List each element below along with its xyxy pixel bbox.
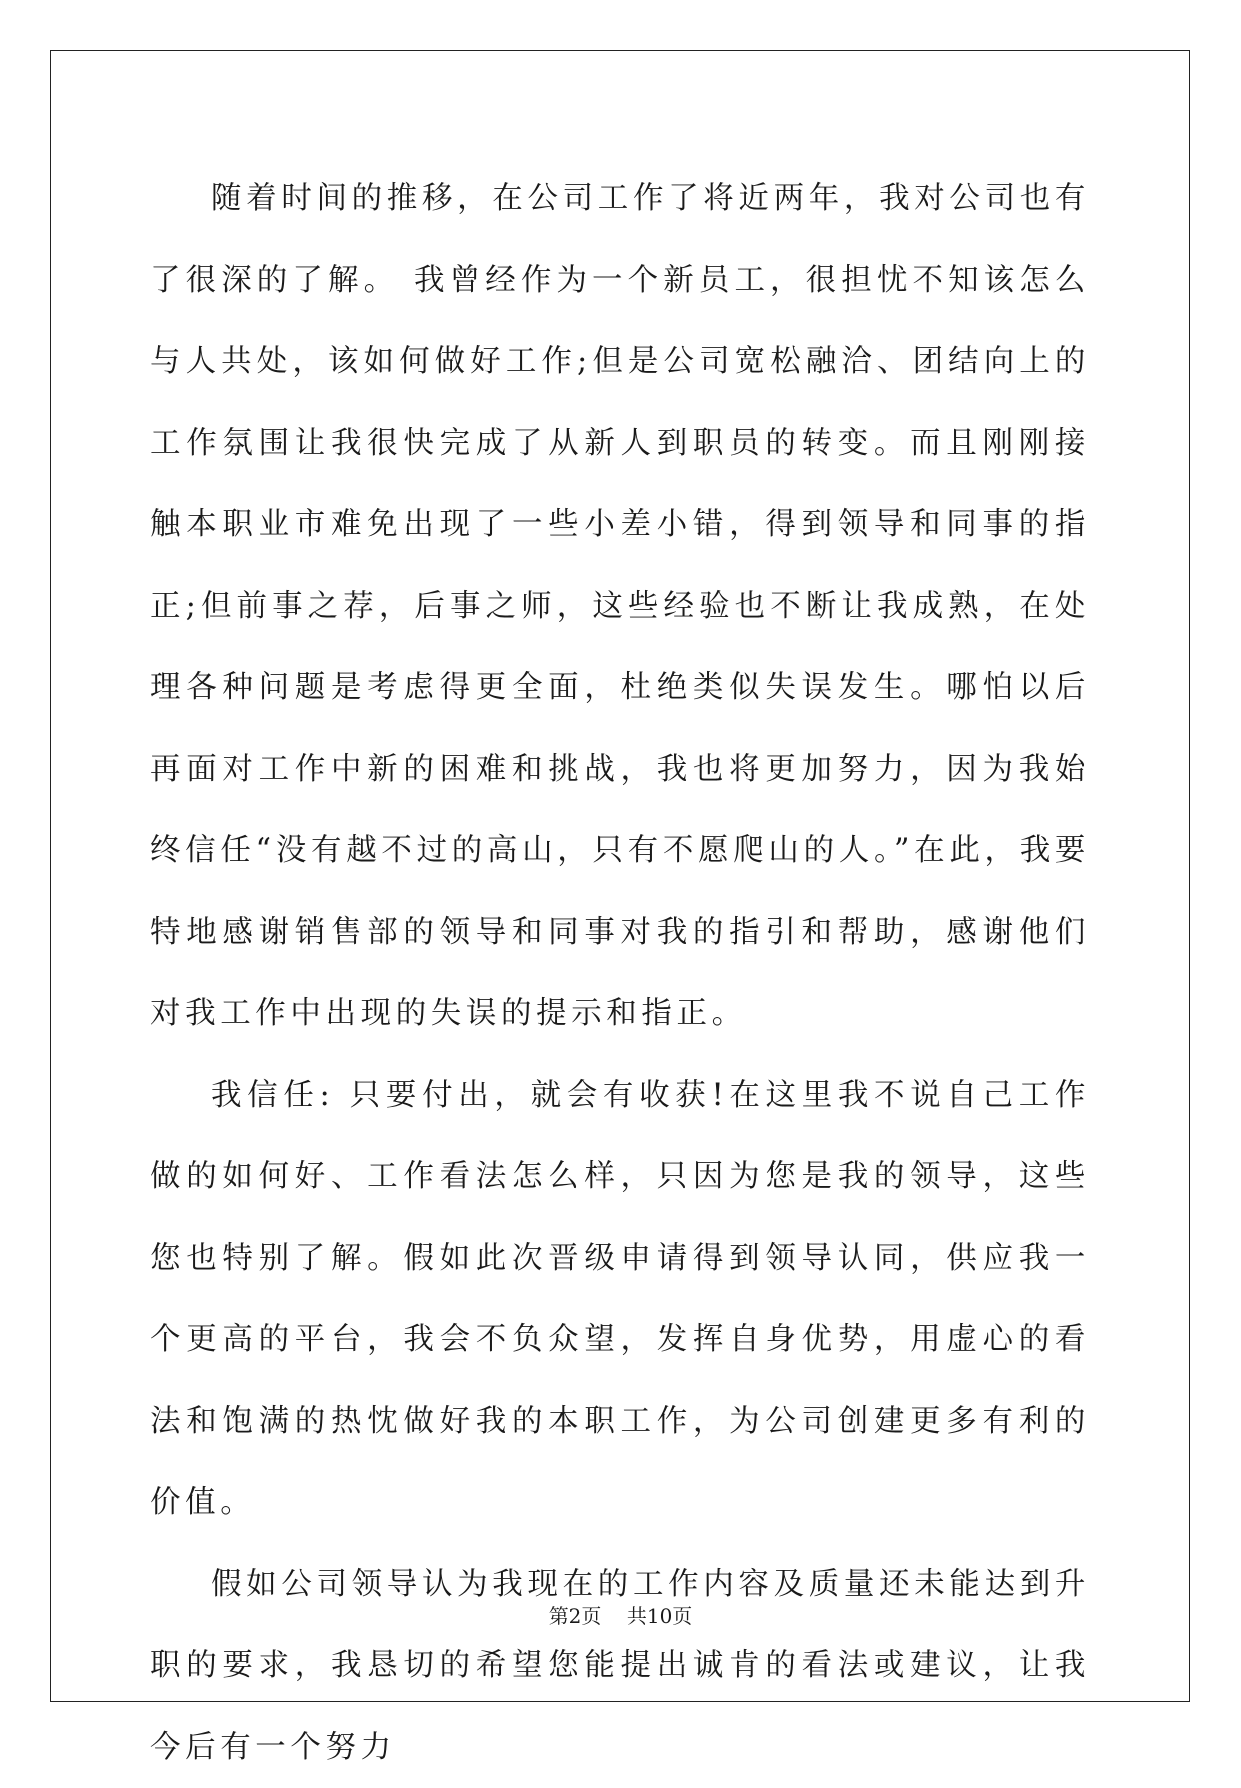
paragraph-2: 我信任: 只要付出，就会有收获!在这里我不说自己工作做的如何好、工作看法怎么样，只因为您是我的领导，这些您也特别了解。假如此次晋级申请得到领导认同，供应我一个更高的平台，我会不负众望，发挥自身优势，用虚心的看法和饱满的热忱做好我的本职工作，为公司创建更多有利的价值。	[150, 1055, 1090, 1544]
paragraph-3: 假如公司领导认为我现在的工作内容及质量还未能达到升职的要求，我恳切的希望您能提出诚肯的看法或建议，让我今后有一个努力	[150, 1544, 1090, 1788]
page-number-footer: 第2页 共10页	[0, 1600, 1241, 1629]
paragraph-1: 随着时间的推移，在公司工作了将近两年，我对公司也有了很深的了解。 我曾经作为一个新员工，很担忧不知该怎么与人共处，该如何做好工作;但是公司宽松融洽、团结向上的工作氛围让我很快完成了从新人到职员的转变。而且刚刚接触本职业市难免出现了一些小差小错，得到领导和同事的指正;但前事之荐，后事之师，这些经验也不断让我成熟，在处理各种问题是考虑得更全面，杜绝类似失误发生。哪怕以后再面对工作中新的困难和挑战，我也将更加努力，因为我始终信任“没有越不过的高山，只有不愿爬山的人。”在此，我要特地感谢销售部的领导和同事对我的指引和帮助，感谢他们对我工作中出现的失误的提示和指正。	[150, 158, 1090, 1055]
document-body	[150, 158, 1090, 1788]
